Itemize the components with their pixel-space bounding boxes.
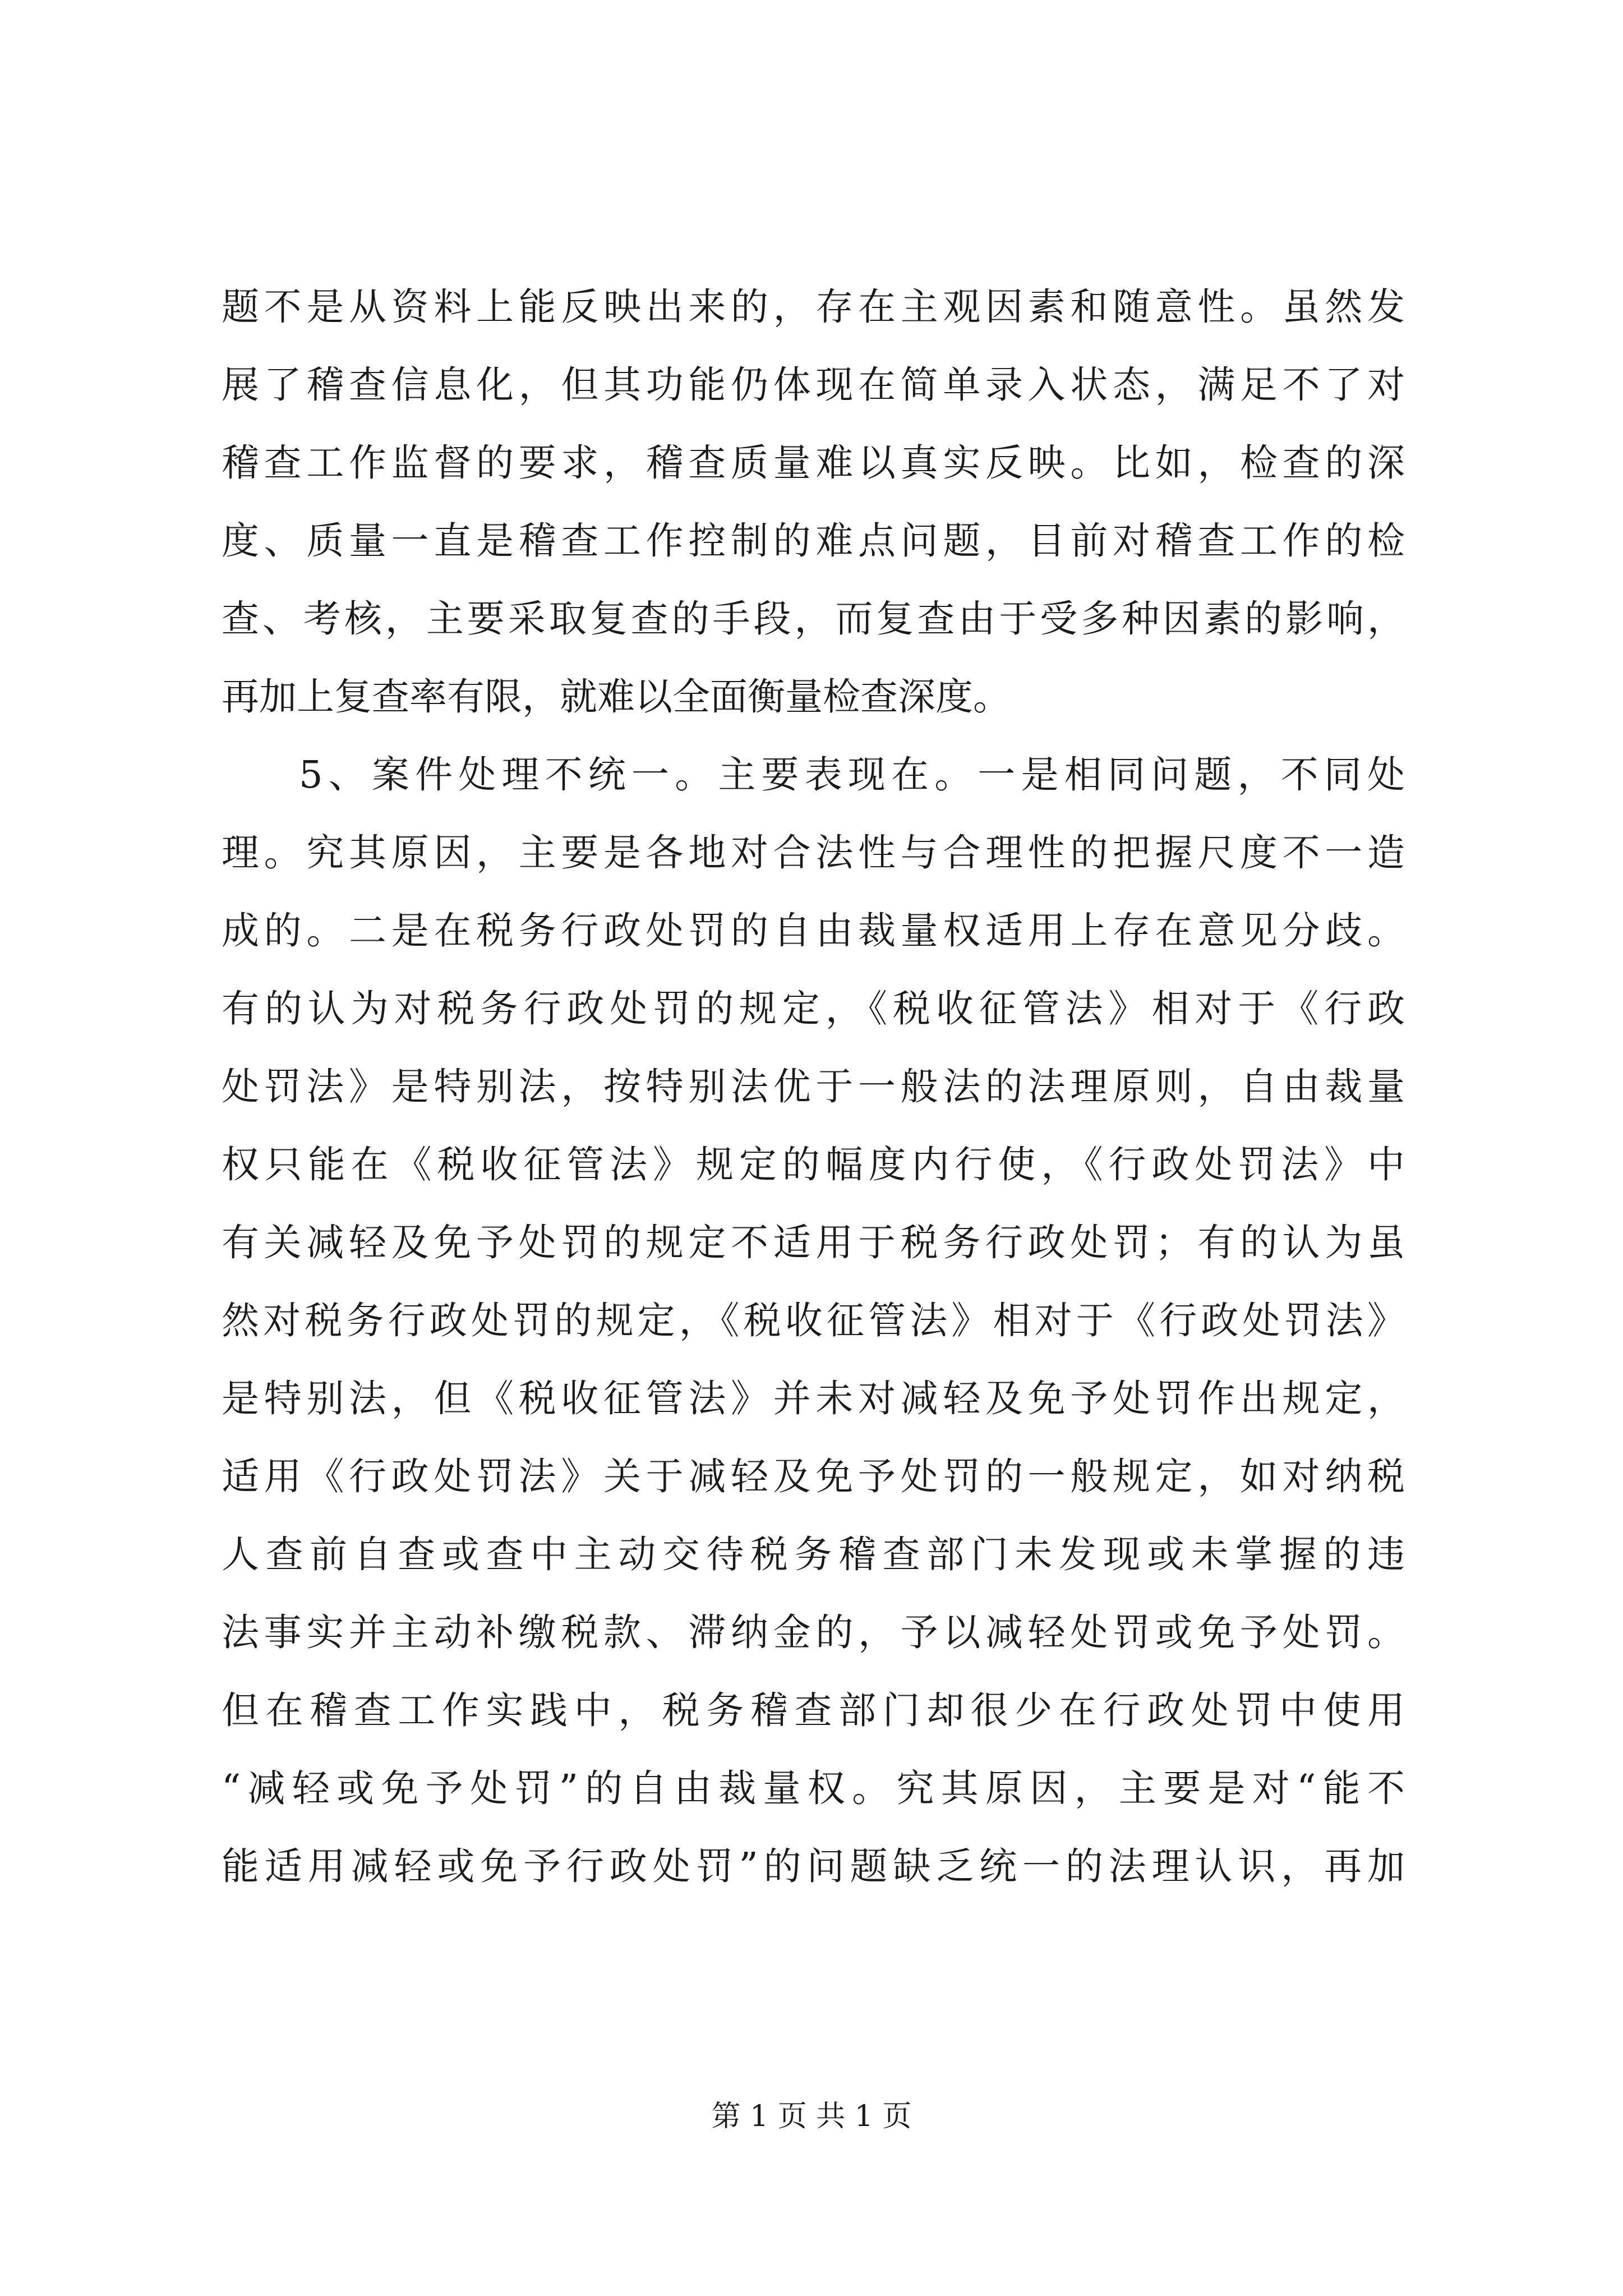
text-line: 展了稽查信息化，但其功能仍体现在简单录入状态，满足不了对: [222, 363, 1405, 407]
text-line: 查、考核，主要采取复查的手段，而复查由于受多种因素的影响，: [222, 597, 1405, 641]
text-line: 度、质量一直是稽查工作控制的难点问题，目前对稽查工作的检: [222, 519, 1405, 563]
text-line: 人查前自查或查中主动交待税务稽查部门未发现或未掌握的违: [222, 1533, 1405, 1576]
text-line: 再加上复查率有限，就难以全面衡量检查深度。: [222, 675, 1011, 719]
text-line: 处罚法》是特别法，按特别法优于一般法的法理原则，自由裁量: [222, 1065, 1405, 1108]
text-line: 稽查工作监督的要求，稽查质量难以真实反映。比如，检查的深: [222, 441, 1405, 485]
text-line: 理。究其原因，主要是各地对合法性与合理性的把握尺度不一造: [222, 831, 1405, 875]
text-line: 能适用减轻或免予行政处罚”的问题缺乏统一的法理认识，再加: [222, 1844, 1405, 1888]
text-line: 题不是从资料上能反映出来的，存在主观因素和随意性。虽然发: [222, 285, 1405, 329]
text-line: 权只能在《税收征管法》规定的幅度内行使，《行政处罚法》中: [222, 1143, 1405, 1186]
page-footer: [0, 2097, 1623, 2136]
text-line: 是特别法，但《税收征管法》并未对减轻及免予处罚作出规定，: [222, 1377, 1405, 1420]
text-line: 有关减轻及免予处罚的规定不适用于税务行政处罚；有的认为虽: [222, 1221, 1405, 1264]
text-line: 法事实并主动补缴税款、滞纳金的，予以减轻处罚或免予处罚。: [222, 1611, 1405, 1654]
text-line: 然对税务行政处罚的规定，《税收征管法》相对于《行政处罚法》: [222, 1299, 1405, 1342]
paragraph-start-line: 5、案件处理不统一。主要表现在。一是相同问题，不同处: [299, 753, 1405, 797]
body-text: [222, 268, 1405, 1906]
text-line: 适用《行政处罚法》关于减轻及免予处罚的一般规定，如对纳税: [222, 1455, 1405, 1498]
text-line: 有的认为对税务行政处罚的规定，《税收征管法》相对于《行政: [222, 987, 1405, 1030]
text-line: 但在稽查工作实践中，税务稽查部门却很少在行政处罚中使用: [222, 1688, 1405, 1732]
text-line: 成的。二是在税务行政处罚的自由裁量权适用上存在意见分歧。: [222, 909, 1405, 953]
page-number: 第 1 页 共 1 页: [711, 2100, 912, 2133]
text-line: “减轻或免予处罚”的自由裁量权。究其原因，主要是对“能不: [222, 1766, 1405, 1810]
